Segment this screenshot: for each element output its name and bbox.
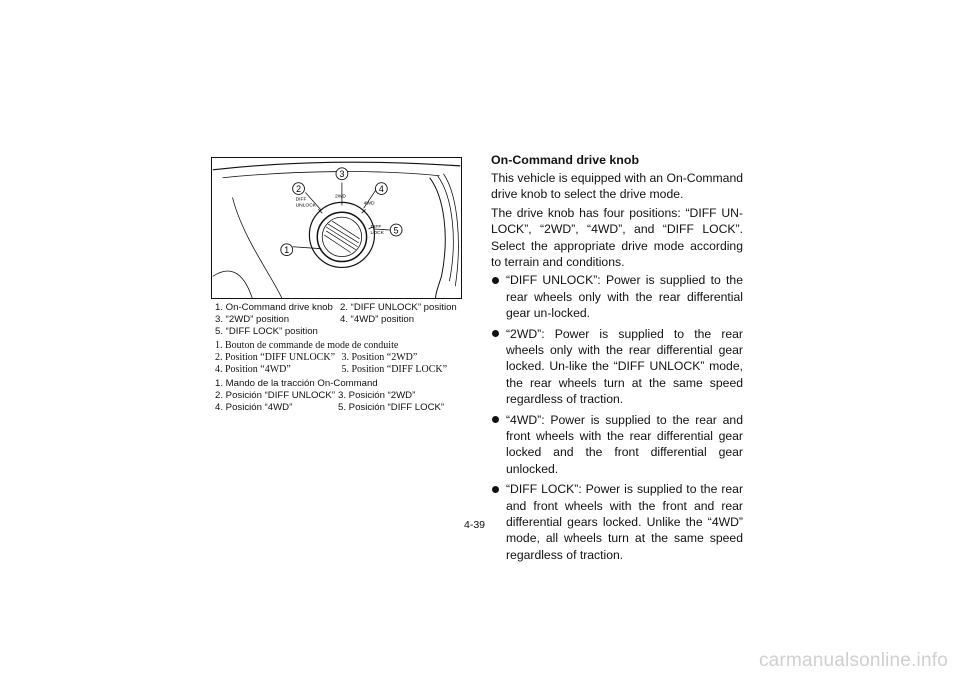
body-paragraph: The drive knob has four positions: “DIFF UN-LOCK”, “2WD”, “4WD”, and “DIFF LOCK”. Select the appropriate drive mode according to terrain and conditions.: [491, 205, 743, 269]
caption-item: 4. “4WD” position: [340, 314, 415, 325]
caption-english: [215, 302, 465, 338]
knob-label-2wd: 2WD: [335, 194, 346, 200]
bullet-item: [491, 326, 743, 408]
body-paragraph: This vehicle is equipped with an On-Command drive knob to select the drive mode.: [491, 170, 743, 202]
caption-item: 5. “DIFF LOCK” position: [215, 326, 318, 337]
caption-french: [215, 340, 465, 376]
callout-2: 2: [296, 184, 302, 195]
bullet-icon: [492, 330, 499, 337]
caption-row: [215, 314, 465, 326]
bullet-text: “DIFF LOCK”: Power is supplied to the rear and front wheels with the front and rear differential gears locked. Unlike the “4WD” mode, all wheels turn at the same speed regardless of traction.: [506, 482, 743, 562]
knob-drawing: [212, 158, 461, 298]
caption-item: 3. Position “2WD”: [341, 352, 418, 363]
caption-row: [215, 402, 465, 414]
caption-item: 1. Bouton de commande de mode de conduite: [215, 340, 399, 351]
caption-item: 4. Posición “4WD”: [215, 402, 293, 413]
callout-4: 4: [378, 184, 384, 195]
knob-illustration: [211, 157, 462, 299]
caption-item: 2. Posición “DIFF UNLOCK”: [215, 390, 335, 401]
caption-row: [215, 364, 465, 376]
caption-row: [215, 326, 465, 338]
bullet-icon: [492, 277, 499, 284]
bullet-icon: [492, 416, 499, 423]
callout-3: 3: [339, 169, 345, 180]
section-heading: On-Command drive knob: [491, 153, 640, 167]
knob-label-4wd: 4WD: [363, 201, 375, 207]
caption-item: 2. “DIFF UNLOCK” position: [340, 302, 457, 313]
knob-label-unlock: UNLOCK: [295, 203, 317, 209]
caption-item: 2. Position “DIFF UNLOCK”: [215, 352, 336, 363]
caption-row: [215, 390, 465, 402]
caption-spanish: [215, 378, 465, 414]
caption-item: 1. On-Command drive knob: [215, 302, 333, 313]
caption-item: 3. “2WD” position: [215, 314, 290, 325]
page-number: 4-39: [464, 519, 486, 531]
bullet-text: “DIFF UNLOCK”: Power is supplied to the rear wheels only with the rear differential gear un-locked.: [506, 273, 743, 321]
bullet-text: “4WD”: Power is supplied to the rear and front wheels with the rear differential gear locked and the front differential gear unlocked.: [506, 412, 743, 476]
bullet-item: [491, 481, 743, 563]
knob-label-diff-lock: DIFF: [370, 225, 382, 230]
bullet-icon: [492, 486, 499, 493]
bullet-item: [491, 412, 743, 478]
body-column: [491, 152, 743, 567]
caption-item: 4. Position “4WD”: [215, 364, 291, 375]
knob-label-lock: LOCK: [370, 230, 384, 236]
watermark[interactable]: carmanualsonline.info: [758, 650, 948, 671]
caption-item: 3. Posición “2WD”: [338, 390, 416, 401]
caption-item: 5. Posición “DIFF LOCK”: [338, 402, 445, 413]
knob-label-diff-unlock: DIFF: [295, 197, 307, 203]
caption-item: 5. Position “DIFF LOCK”: [341, 364, 448, 375]
caption-item: 1. Mando de la tracción On-Command: [215, 378, 378, 389]
callout-1: 1: [284, 245, 290, 256]
bullet-item: [491, 272, 743, 321]
callout-5: 5: [393, 225, 399, 236]
bullet-text: “2WD”: Power is supplied to the rear wheels only with the rear differential gear locked. Un-like the “DIFF UNLOCK” mode, the rear wheels turn at the same speed regardless of traction.: [506, 326, 743, 407]
caption-row: [215, 352, 465, 364]
caption-row: [215, 302, 465, 314]
